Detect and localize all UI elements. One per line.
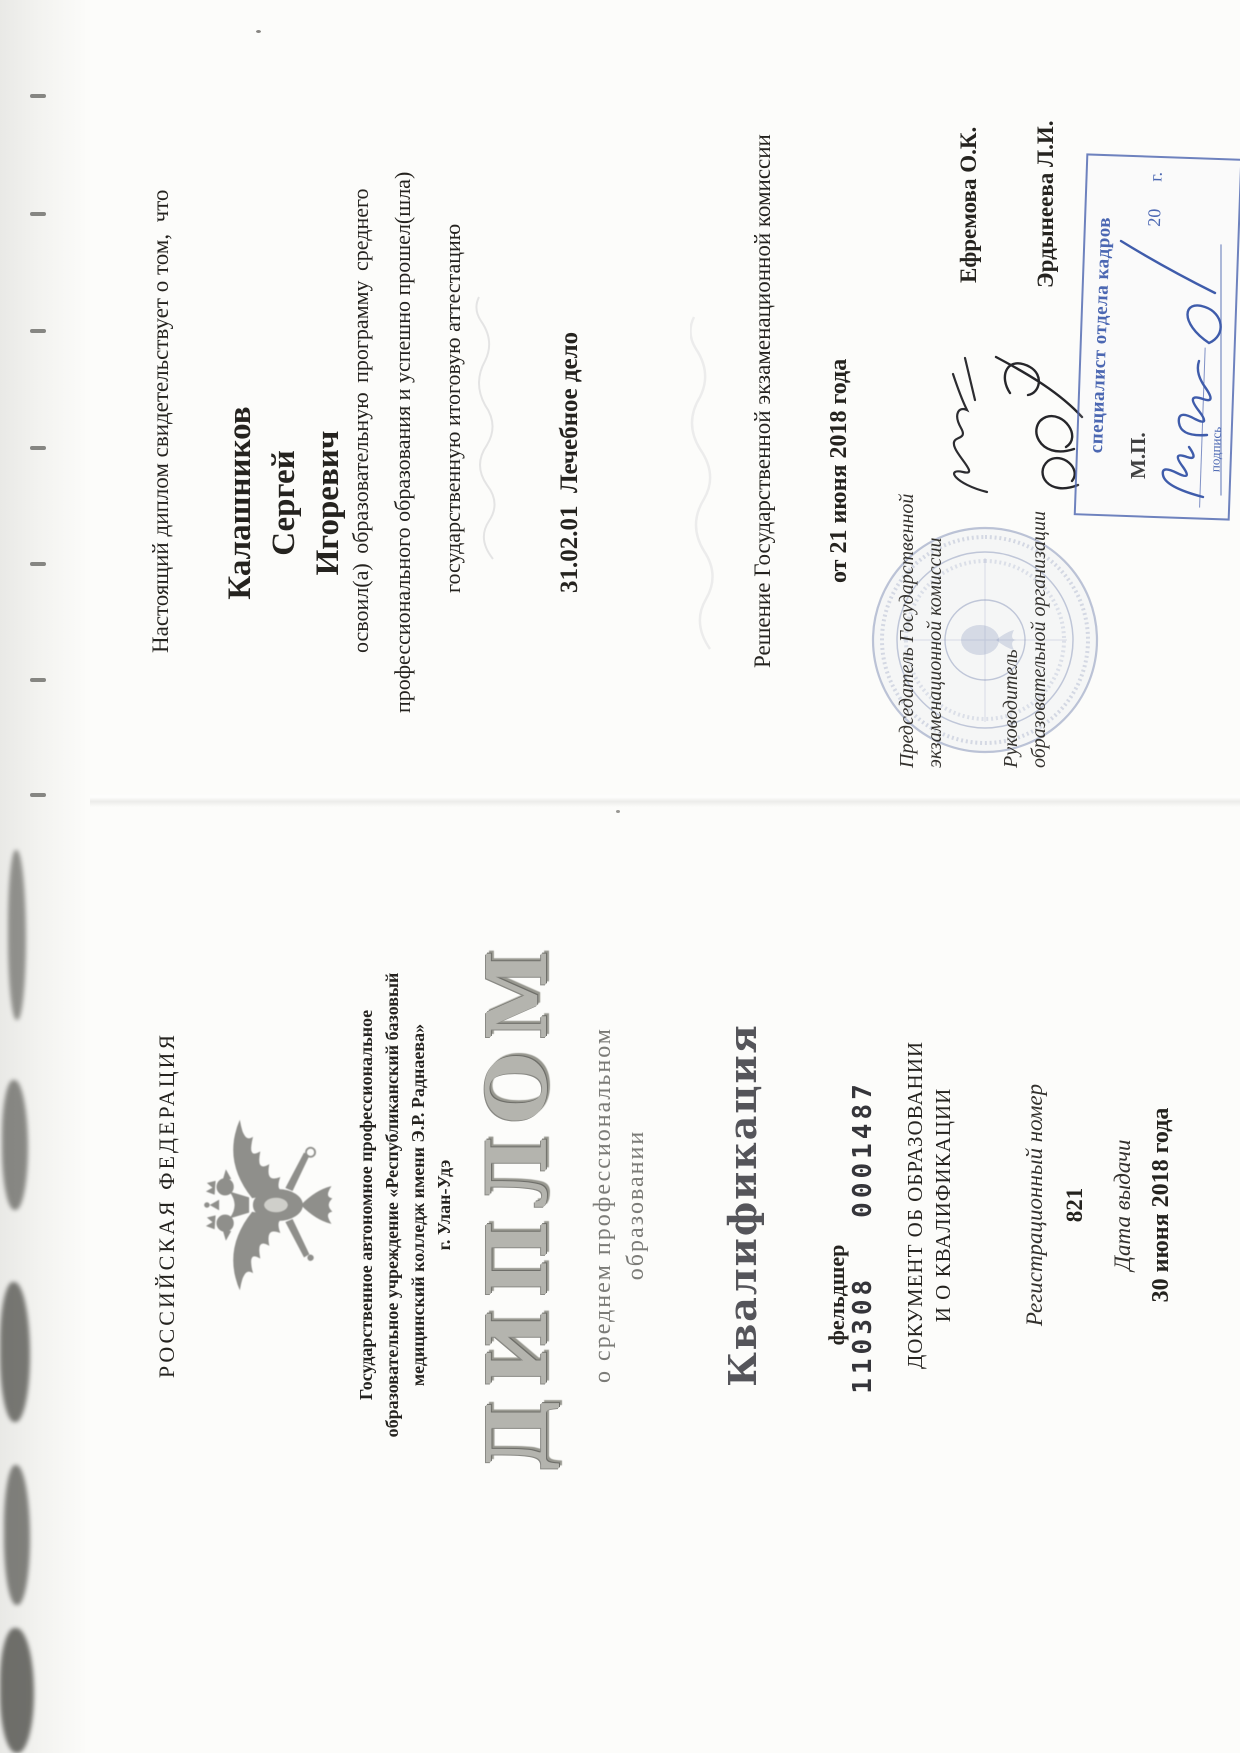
- scan-edge-mark: [30, 793, 46, 797]
- award-body-line: профессионального образования и успешно прошел(шла): [390, 171, 415, 713]
- institution-line: медицинский колледж имени Э.Р. Раднаева»: [408, 1023, 428, 1387]
- show-through-mark: [475, 293, 501, 563]
- qualification-value: фельдшер: [824, 1244, 849, 1346]
- double-headed-eagle-icon: [196, 1105, 336, 1305]
- hr-stamp-year-blank: 20 г.: [1143, 171, 1166, 227]
- diploma-subtitle-line: образовании: [623, 1129, 649, 1281]
- scan-edge-mark: [30, 562, 46, 566]
- institution-line: Государственное автономное профессиональное: [356, 1009, 376, 1401]
- qualification-label: Квалификация: [720, 1023, 765, 1387]
- specialty-code-and-name: 31.02.01 Лечебное дело: [556, 331, 583, 593]
- commission-decision: Решение Государственной экзаменационной комиссии: [750, 134, 775, 668]
- scan-edge-smudge: [0, 1628, 34, 1753]
- serial-number: [848, 817, 878, 1657]
- coat-of-arms: [196, 785, 341, 1625]
- scan-edge-mark: [30, 329, 46, 333]
- award-body-line: освоил(а) образовательную программу среднего: [348, 188, 373, 653]
- head-label-line: образовательной организации: [1028, 511, 1050, 768]
- document-kind-line: ДОКУМЕНТ ОБ ОБРАЗОВАНИИ: [903, 1040, 927, 1370]
- diploma-title: ДИПЛОМ: [470, 937, 566, 1473]
- decision-date: от 21 июня 2018 года: [826, 358, 852, 583]
- head-label-line: Руководитель: [1000, 649, 1022, 768]
- head-name: Эрдынеева Л.И.: [1033, 120, 1058, 288]
- award-body-line: государственную итоговую аттестацию: [440, 223, 465, 593]
- holder-surname: Калашников: [222, 406, 258, 600]
- seal-place-label: М.П.: [1126, 432, 1150, 479]
- scan-edge-mark: [30, 94, 46, 98]
- scan-edge-smudge: [2, 1080, 28, 1210]
- institution-line: образовательное учреждение «Республиканский базовый: [382, 972, 402, 1438]
- serial-digits: 0001487: [848, 1080, 878, 1218]
- registration-number-label: Регистрационный номер: [1022, 1083, 1047, 1327]
- chair-name: Ефремова О.К.: [956, 126, 981, 283]
- show-through-mark: [690, 313, 720, 653]
- issue-date-value: 30 июня 2018 года: [1148, 1107, 1174, 1303]
- diploma-subtitle-line: о среднем профессиональном: [590, 1027, 616, 1383]
- scan-edge-smudge: [4, 1465, 30, 1605]
- diploma-document: [90, 0, 1240, 1753]
- hr-stamp-signature-label: подпись: [1207, 426, 1224, 473]
- award-intro: Настоящий диплом свидетельствует о том, что: [148, 189, 173, 653]
- title-page: [90, 785, 1240, 1625]
- issue-date-label: Дата выдачи: [1110, 1139, 1135, 1271]
- scan-edge-smudge: [0, 1282, 30, 1422]
- hr-stamp-handwritten-signature-icon: [1115, 205, 1233, 505]
- scan-edge-mark: [30, 678, 46, 682]
- scan-edge-mark: [30, 212, 46, 216]
- holder-patronymic: Игоревич: [310, 430, 346, 576]
- country-heading: РОССИЙСКАЯ ФЕДЕРАЦИЯ: [154, 1031, 179, 1379]
- holder-name: [218, 273, 350, 733]
- scan-edge-mark: [30, 446, 46, 450]
- registration-number-value: 821: [1062, 1187, 1087, 1223]
- holder-first-name: Сергей: [266, 450, 302, 556]
- serial-series: 110308: [848, 1275, 878, 1394]
- institution-city: г. Улан-Удэ: [434, 1159, 454, 1251]
- chair-label-line: Председатель Государственной: [896, 493, 918, 768]
- hr-stamp-title: специалист отдела кадров: [1085, 216, 1116, 454]
- chair-label-line: экзаменационной комиссии: [924, 537, 946, 768]
- document-kind-line: И О КВАЛИФИКАЦИИ: [931, 1087, 955, 1323]
